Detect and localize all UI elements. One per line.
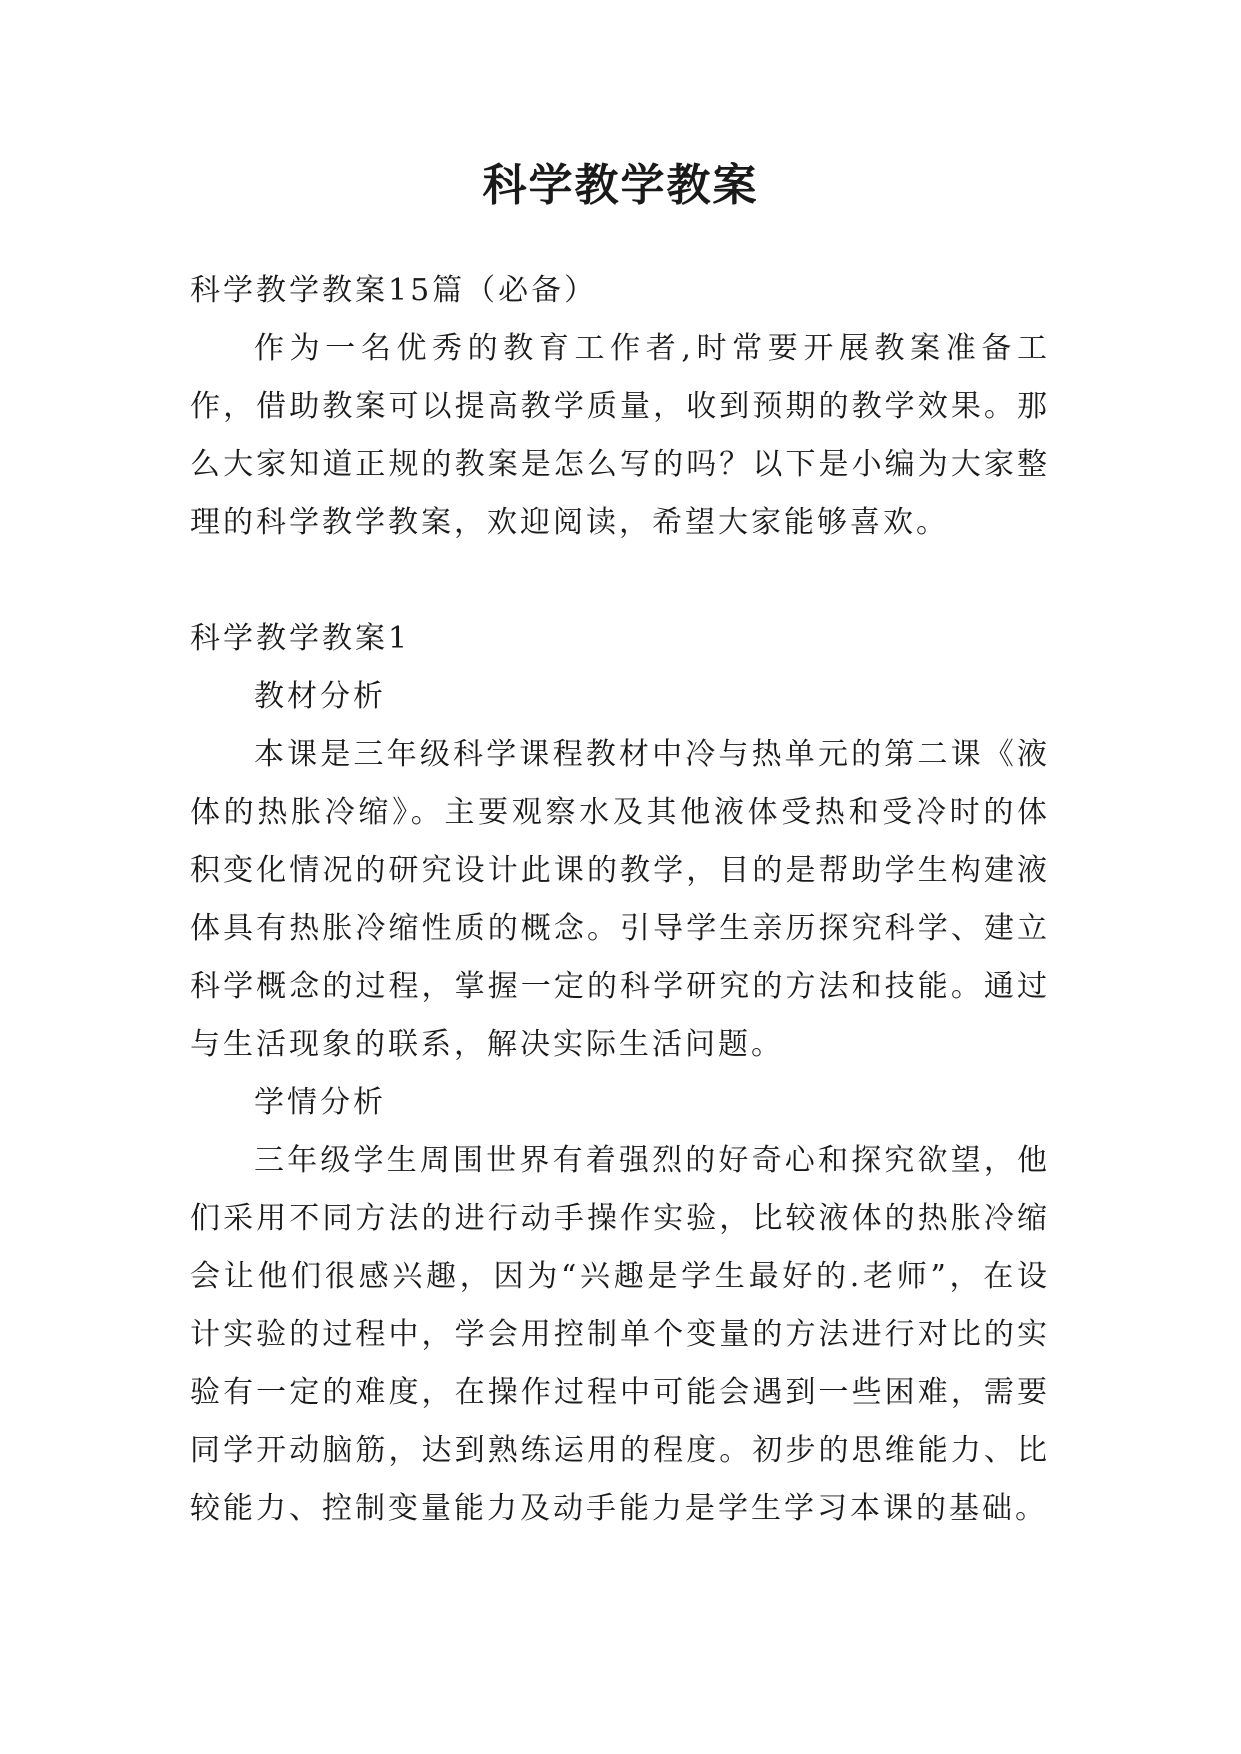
section-heading: 科学教学教案1 [190, 621, 411, 656]
student-analysis-heading: 学情分析 [254, 1085, 386, 1120]
document-title: 科学教学教案 [482, 160, 759, 211]
textbook-analysis-heading: 教材分析 [254, 679, 386, 714]
intro-paragraph: 作为一名优秀的教育工作者,时常要开展教案准备工作，借助教案可以提高教学质量，收到预期的教学效果。那么大家知道正规的教案是怎么写的吗？以下是小编为大家整理的科学教学教案，欢迎阅读，希望大家能够喜欢。 [190, 331, 1050, 540]
document-subtitle: 科学教学教案15篇（必备） [190, 273, 598, 308]
student-analysis-paragraph: 三年级学生周围世界有着强烈的好奇心和探究欲望，他们采用不同方法的进行动手操作实验，比较液体的热胀冷缩会让他们很感兴趣，因为“兴趣是学生最好的.老师”，在设计实验的过程中，学会用控制单个变量的方法进行对比的实验有一定的难度，在操作过程中可能会遇到一些困难，需要同学开动脑筋，达到熟练运用的程度。初步的思维能力、比较能力、控制变量能力及动手能力是学生学习本课的基础。 [190, 1143, 1050, 1526]
document-body [190, 262, 1050, 1538]
textbook-analysis-paragraph: 本课是三年级科学课程教材中冷与热单元的第二课《液体的热胀冷缩》。主要观察水及其他液体受热和受冷时的体积变化情况的研究设计此课的教学，目的是帮助学生构建液体具有热胀冷缩性质的概念。引导学生亲历探究科学、建立科学概念的过程，掌握一定的科学研究的方法和技能。通过与生活现象的联系，解决实际生活问题。 [190, 737, 1050, 1062]
